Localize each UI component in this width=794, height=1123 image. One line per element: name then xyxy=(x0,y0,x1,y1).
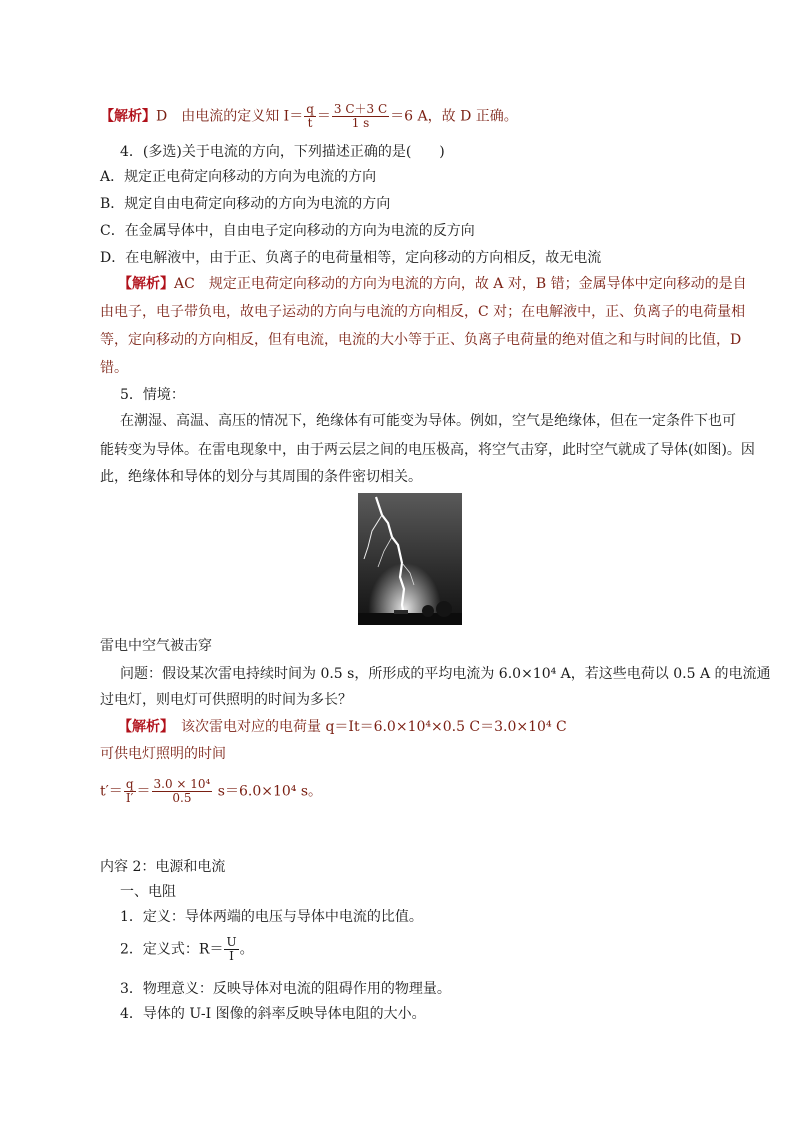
formula-num: U xyxy=(226,935,237,949)
q4-stem: 4．(多选)关于电流的方向，下列描述正确的是( ) xyxy=(120,144,445,160)
q4-analysis-line1 xyxy=(118,274,747,294)
q3-frac1-num: q xyxy=(306,102,314,116)
resistance-definition: 1．定义：导体两端的电压与导体中电流的比值。 xyxy=(120,909,423,925)
q5-stem: 5．情境： xyxy=(120,387,185,403)
q5-frac2-den: 0.5 xyxy=(172,791,192,805)
formula-post: 。 xyxy=(239,941,254,958)
section-title: 内容 2：电源和电流 xyxy=(100,859,226,875)
q5-analysis-formula xyxy=(100,778,322,805)
q5-context-line3: 此，绝缘体和导体的划分与其周围的条件密切相关。 xyxy=(100,469,422,485)
q5-analysis-text1: 该次雷电对应的电荷量 q＝It＝6.0×10⁴×0.5 C＝3.0×10⁴ C xyxy=(167,719,567,735)
q5-frac1-den: I′ xyxy=(125,791,134,805)
resistance-ui-graph: 4．导体的 U-I 图像的斜率反映导体电阻的大小。 xyxy=(120,1006,426,1022)
q5-analysis-line1 xyxy=(118,717,567,737)
q4-option-c: C．在金属导体中，自由电子定向移动的方向为电流的反方向 xyxy=(100,223,475,239)
q5-context-line1: 在潮湿、高温、高压的情况下，绝缘体有可能变为导体。例如，空气是绝缘体，但在一定条件下也可 xyxy=(120,413,736,429)
q5-frac1-num: q xyxy=(125,777,134,791)
q4-analysis-text1: AC 规定正电荷定向移动的方向为电流的方向，故 A 对，B 错；金属导体中定向移动的是自 xyxy=(174,276,747,292)
q5-t-pre: t′＝ xyxy=(100,783,123,800)
analysis-tag: 【解析】 xyxy=(100,108,156,125)
q5-question-line1: 问题：假设某次雷电持续时间为 0.5 s，所形成的平均电流为 6.0×10⁴ A，若这些电荷以 0.5 A 的电流通 xyxy=(120,666,771,682)
q5-frac2-num: 3.0 × 10⁴ xyxy=(153,777,211,791)
resistance-meaning: 3．物理意义：反映导体对电流的阻碍作用的物理量。 xyxy=(120,981,451,997)
formula-pre: 2．定义式：R＝ xyxy=(120,941,224,958)
q5-fraction-value xyxy=(152,778,213,805)
formula-den: I xyxy=(229,949,234,963)
q5-context-line2: 能转变为导体。在雷电现象中，由于两云层之间的电压极高，将空气击穿，此时空气就成了导体(如图)。因 xyxy=(100,442,755,458)
q4-analysis-line4: 错。 xyxy=(100,360,128,376)
q4-analysis-line3: 等，定向移动的方向相反，但有电流，电流的大小等于正、负离子电荷量的绝对值之和与时间的比值，D xyxy=(100,332,742,348)
q5-t-post: s＝6.0×10⁴ s。 xyxy=(213,783,323,800)
q5-fraction-q-over-i xyxy=(124,778,136,805)
analysis-tag: 【解析】 xyxy=(118,276,174,292)
q4-option-b: B．规定自由电荷定向移动的方向为电流的方向 xyxy=(100,196,391,212)
q3-fraction-q-over-t xyxy=(304,103,316,130)
section-subtitle: 一、电阻 xyxy=(120,884,176,900)
lightning-photo xyxy=(358,493,462,625)
q3-analysis xyxy=(100,103,518,130)
image-caption: 雷电中空气被击穿 xyxy=(100,638,212,654)
q3-fraction-value xyxy=(332,103,389,130)
q5-analysis-line2: 可供电灯照明的时间 xyxy=(100,746,226,762)
q4-option-a: A．规定正电荷定向移动的方向为电流的方向 xyxy=(100,169,377,185)
formula-fraction-u-over-i xyxy=(224,936,238,963)
q3-eq: ＝ xyxy=(316,108,331,125)
analysis-tag: 【解析】 xyxy=(118,719,167,735)
q4-analysis-line2: 由电子，电子带负电，故电子运动的方向与电流的方向相反，C 对；在电解液中，正、负离子的电荷量相 xyxy=(100,304,746,320)
q5-question-line2: 过电灯，则电灯可供照明的时间为多长？ xyxy=(100,692,352,708)
q4-option-d: D．在电解液中，由于正、负离子的电荷量相等，定向移动的方向相反，故无电流 xyxy=(100,250,602,266)
lightning-icon xyxy=(358,493,462,625)
q3-frac1-den: t xyxy=(307,116,313,130)
q3-text-post: ＝6 A，故 D 正确。 xyxy=(390,108,518,125)
q3-frac2-num: 3 C＋3 C xyxy=(333,102,388,116)
q3-frac2-den: 1 s xyxy=(351,116,370,130)
resistance-formula xyxy=(120,936,254,963)
q5-eq: ＝ xyxy=(136,783,151,800)
q3-text-pre: D 由电流的定义知 I＝ xyxy=(156,108,304,125)
